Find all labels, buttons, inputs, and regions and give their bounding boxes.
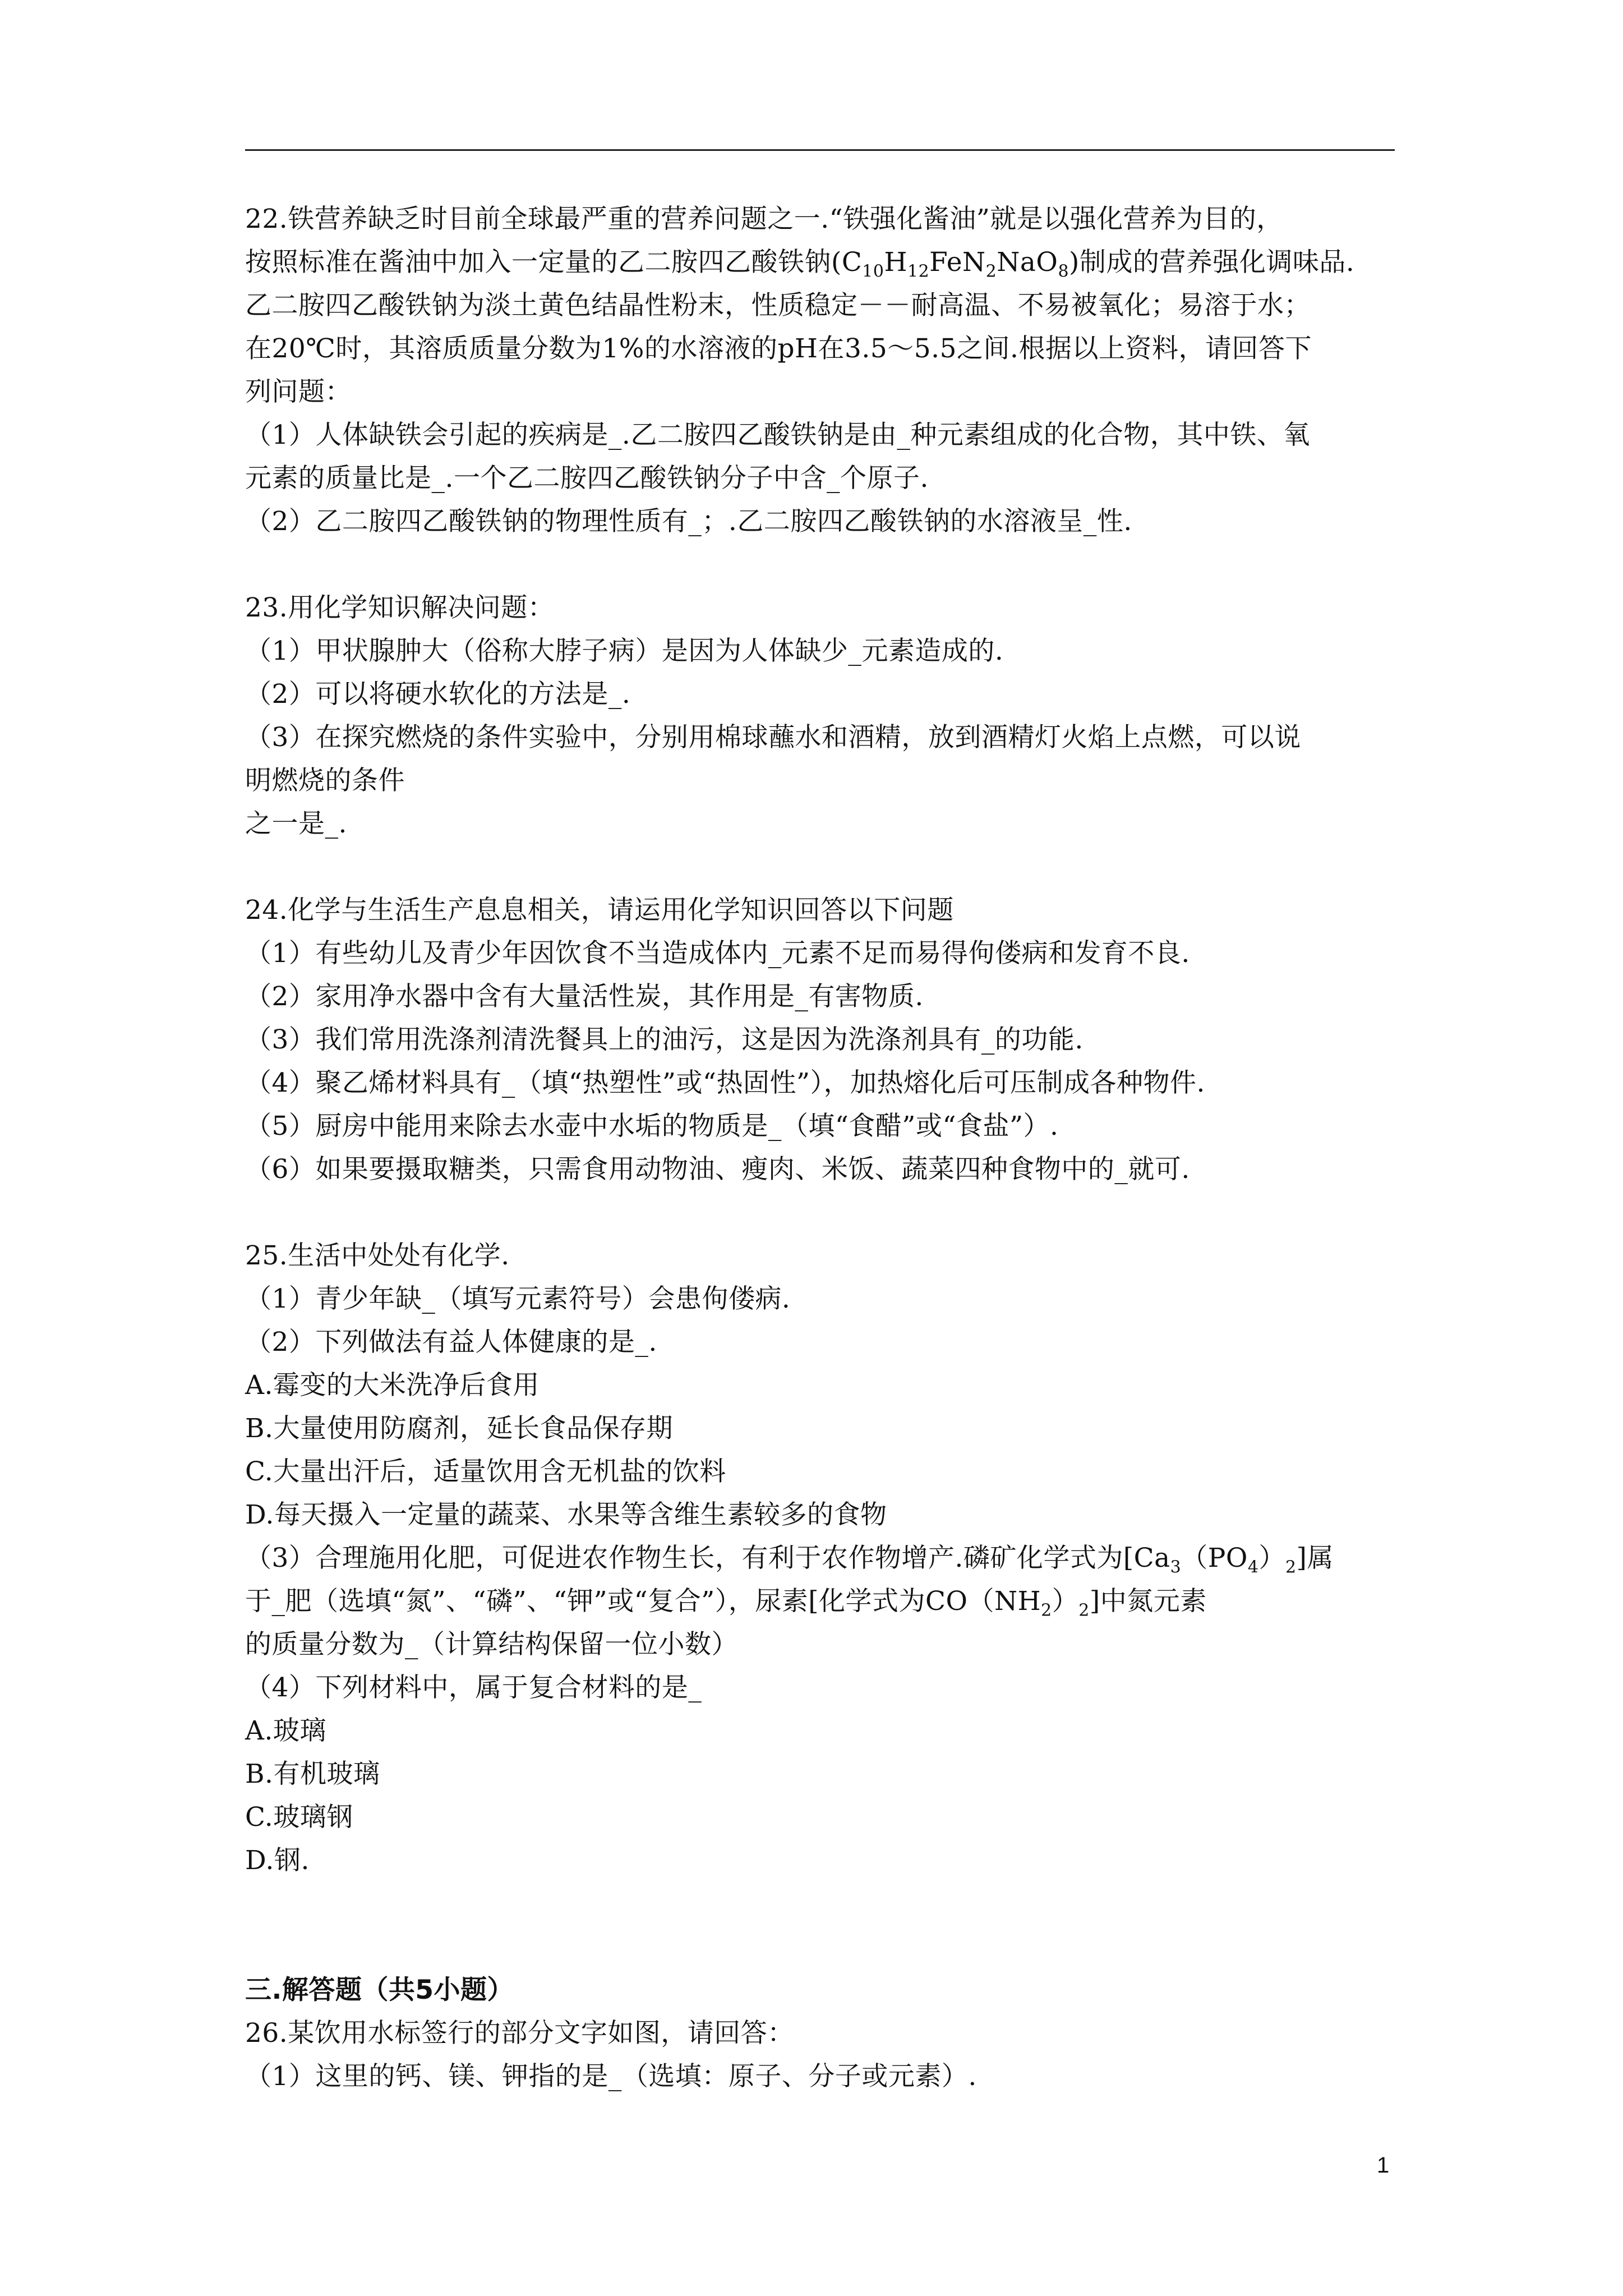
question-24: [245, 889, 1406, 1191]
text-line: 明燃烧的条件: [245, 765, 405, 796]
text-fragment: )制成的营养强化调味品.: [1069, 247, 1355, 278]
subscript: 2: [1041, 1600, 1052, 1621]
text-line: 25.生活中处处有化学.: [245, 1240, 510, 1271]
text-line-formula: [245, 1536, 1406, 1580]
subscript: 2: [1285, 1557, 1297, 1577]
text-line: 乙二胺四乙酸铁钠为淡土黄色结晶性粉末，性质稳定－－耐高温、不易被氧化；易溶于水；: [245, 290, 1311, 321]
text-line: 22.铁营养缺乏时目前全球最严重的营养问题之一.“铁强化酱油”就是以强化营养为目的，: [245, 204, 1283, 234]
text-line: （2）可以将硬水软化的方法是_.: [245, 679, 631, 710]
text-line: 元素的质量比是_.一个乙二胺四乙酸铁钠分子中含_个原子.: [245, 463, 929, 494]
question-25: [245, 1234, 1406, 1882]
spacer: [245, 845, 1406, 889]
text-line: （4）聚乙烯材料具有_（填“热塑性”或“热固性”），加热熔化后可压制成各种物件.: [245, 1068, 1205, 1098]
text-line: 之一是_.: [245, 808, 347, 839]
text-line: （4）下列材料中，属于复合材料的是_: [245, 1672, 702, 1703]
text-line-formula: [245, 241, 1406, 284]
subscript: 2: [985, 261, 997, 282]
text-line: 在20℃时，其溶质质量分数为1%的水溶液的pH在3.5～5.5之间.根据以上资料，请回答下: [245, 333, 1312, 364]
text-line: （2）乙二胺四乙酸铁钠的物理性质有_；.乙二胺四乙酸铁钠的水溶液呈_性.: [245, 506, 1132, 537]
subscript: 4: [1247, 1557, 1259, 1577]
text-line: （1）有些幼儿及青少年因饮食不当造成体内_元素不足而易得佝偻病和发育不良.: [245, 938, 1190, 969]
text-line: （2）下列做法有益人体健康的是_.: [245, 1327, 657, 1358]
option-d: D.钢.: [245, 1845, 310, 1876]
option-a: A.霉变的大米洗净后食用: [245, 1370, 540, 1401]
page-number: 1: [1377, 2153, 1390, 2178]
text-line: （3）我们常用洗涤剂清洗餐具上的油污，这是因为洗涤剂具有_的功能.: [245, 1024, 1083, 1055]
section-3: [245, 1968, 1406, 2098]
text-line: 24.化学与生活生产息息相关，请运用化学知识回答以下问题: [245, 895, 954, 926]
option-c: C.大量出汗后，适量饮用含无机盐的饮料: [245, 1456, 726, 1487]
option-a: A.玻璃: [245, 1715, 326, 1746]
option-b: B.有机玻璃: [245, 1759, 380, 1789]
subscript: 12: [907, 261, 930, 282]
option-c: C.玻璃钢: [245, 1802, 353, 1833]
text-line-formula: [245, 1580, 1406, 1623]
subscript: 2: [1078, 1600, 1090, 1621]
page-content: [245, 197, 1406, 2098]
subscript: 10: [862, 261, 884, 282]
text-line: （1）青少年缺_（填写元素符号）会患佝偻病.: [245, 1283, 791, 1314]
text-fragment: ）: [1258, 1543, 1286, 1573]
text-line: （6）如果要摄取糖类，只需食用动物油、瘦肉、米饭、蔬菜四种食物中的_就可.: [245, 1154, 1190, 1185]
text-line: 的质量分数为_（计算结构保留一位小数）: [245, 1629, 738, 1660]
text-fragment: （PO: [1181, 1543, 1248, 1573]
text-line: 23.用化学知识解决问题：: [245, 592, 555, 623]
subscript: 8: [1058, 261, 1069, 282]
text-line: （2）家用净水器中含有大量活性炭，其作用是_有害物质.: [245, 981, 924, 1012]
text-fragment: ）: [1052, 1586, 1079, 1617]
section-title: 三.解答题（共5小题）: [245, 1975, 514, 2005]
text-fragment: H: [884, 247, 907, 278]
text-fragment: 于_肥（选填“氮”、“磷”、“钾”或“复合”），尿素[化学式为CO（NH: [245, 1586, 1041, 1617]
text-line: 列问题：: [245, 376, 352, 407]
option-b: B.大量使用防腐剂，延长食品保存期: [245, 1413, 673, 1444]
header-rule: [245, 149, 1395, 151]
question-23: [245, 586, 1406, 845]
spacer: [245, 1191, 1406, 1234]
text-fragment: 按照标准在酱油中加入一定量的乙二胺四乙酸铁钠(C: [245, 247, 863, 278]
text-line: （3）在探究燃烧的条件实验中，分别用棉球蘸水和酒精，放到酒精灯火焰上点燃，可以说: [245, 722, 1301, 753]
text-line: （1）这里的钙、镁、钾指的是_（选填：原子、分子或元素）.: [245, 2061, 977, 2092]
option-d: D.每天摄入一定量的蔬菜、水果等含维生素较多的食物: [245, 1499, 887, 1530]
question-22: [245, 197, 1406, 543]
subscript: 3: [1170, 1557, 1182, 1577]
text-line: （1）甲状腺肿大（俗称大脖子病）是因为人体缺少_元素造成的.: [245, 636, 1004, 666]
text-line: 26.某饮用水标签行的部分文字如图，请回答：: [245, 2018, 794, 2049]
text-fragment: ]属: [1296, 1543, 1334, 1573]
text-line: （5）厨房中能用来除去水壶中水垢的物质是_（填“食醋”或“食盐”）.: [245, 1111, 1059, 1142]
text-fragment: ]中氮元素: [1089, 1586, 1207, 1617]
text-fragment: NaO: [997, 247, 1058, 278]
spacer: [245, 1882, 1406, 1968]
text-line: （1）人体缺铁会引起的疾病是_.乙二胺四乙酸铁钠是由_种元素组成的化合物，其中铁、氧: [245, 420, 1310, 450]
text-fragment: FeN: [929, 247, 986, 278]
spacer: [245, 543, 1406, 586]
text-fragment: （3）合理施用化肥，可促进农作物生长，有利于农作物增产.磷矿化学式为[Ca: [245, 1543, 1170, 1573]
